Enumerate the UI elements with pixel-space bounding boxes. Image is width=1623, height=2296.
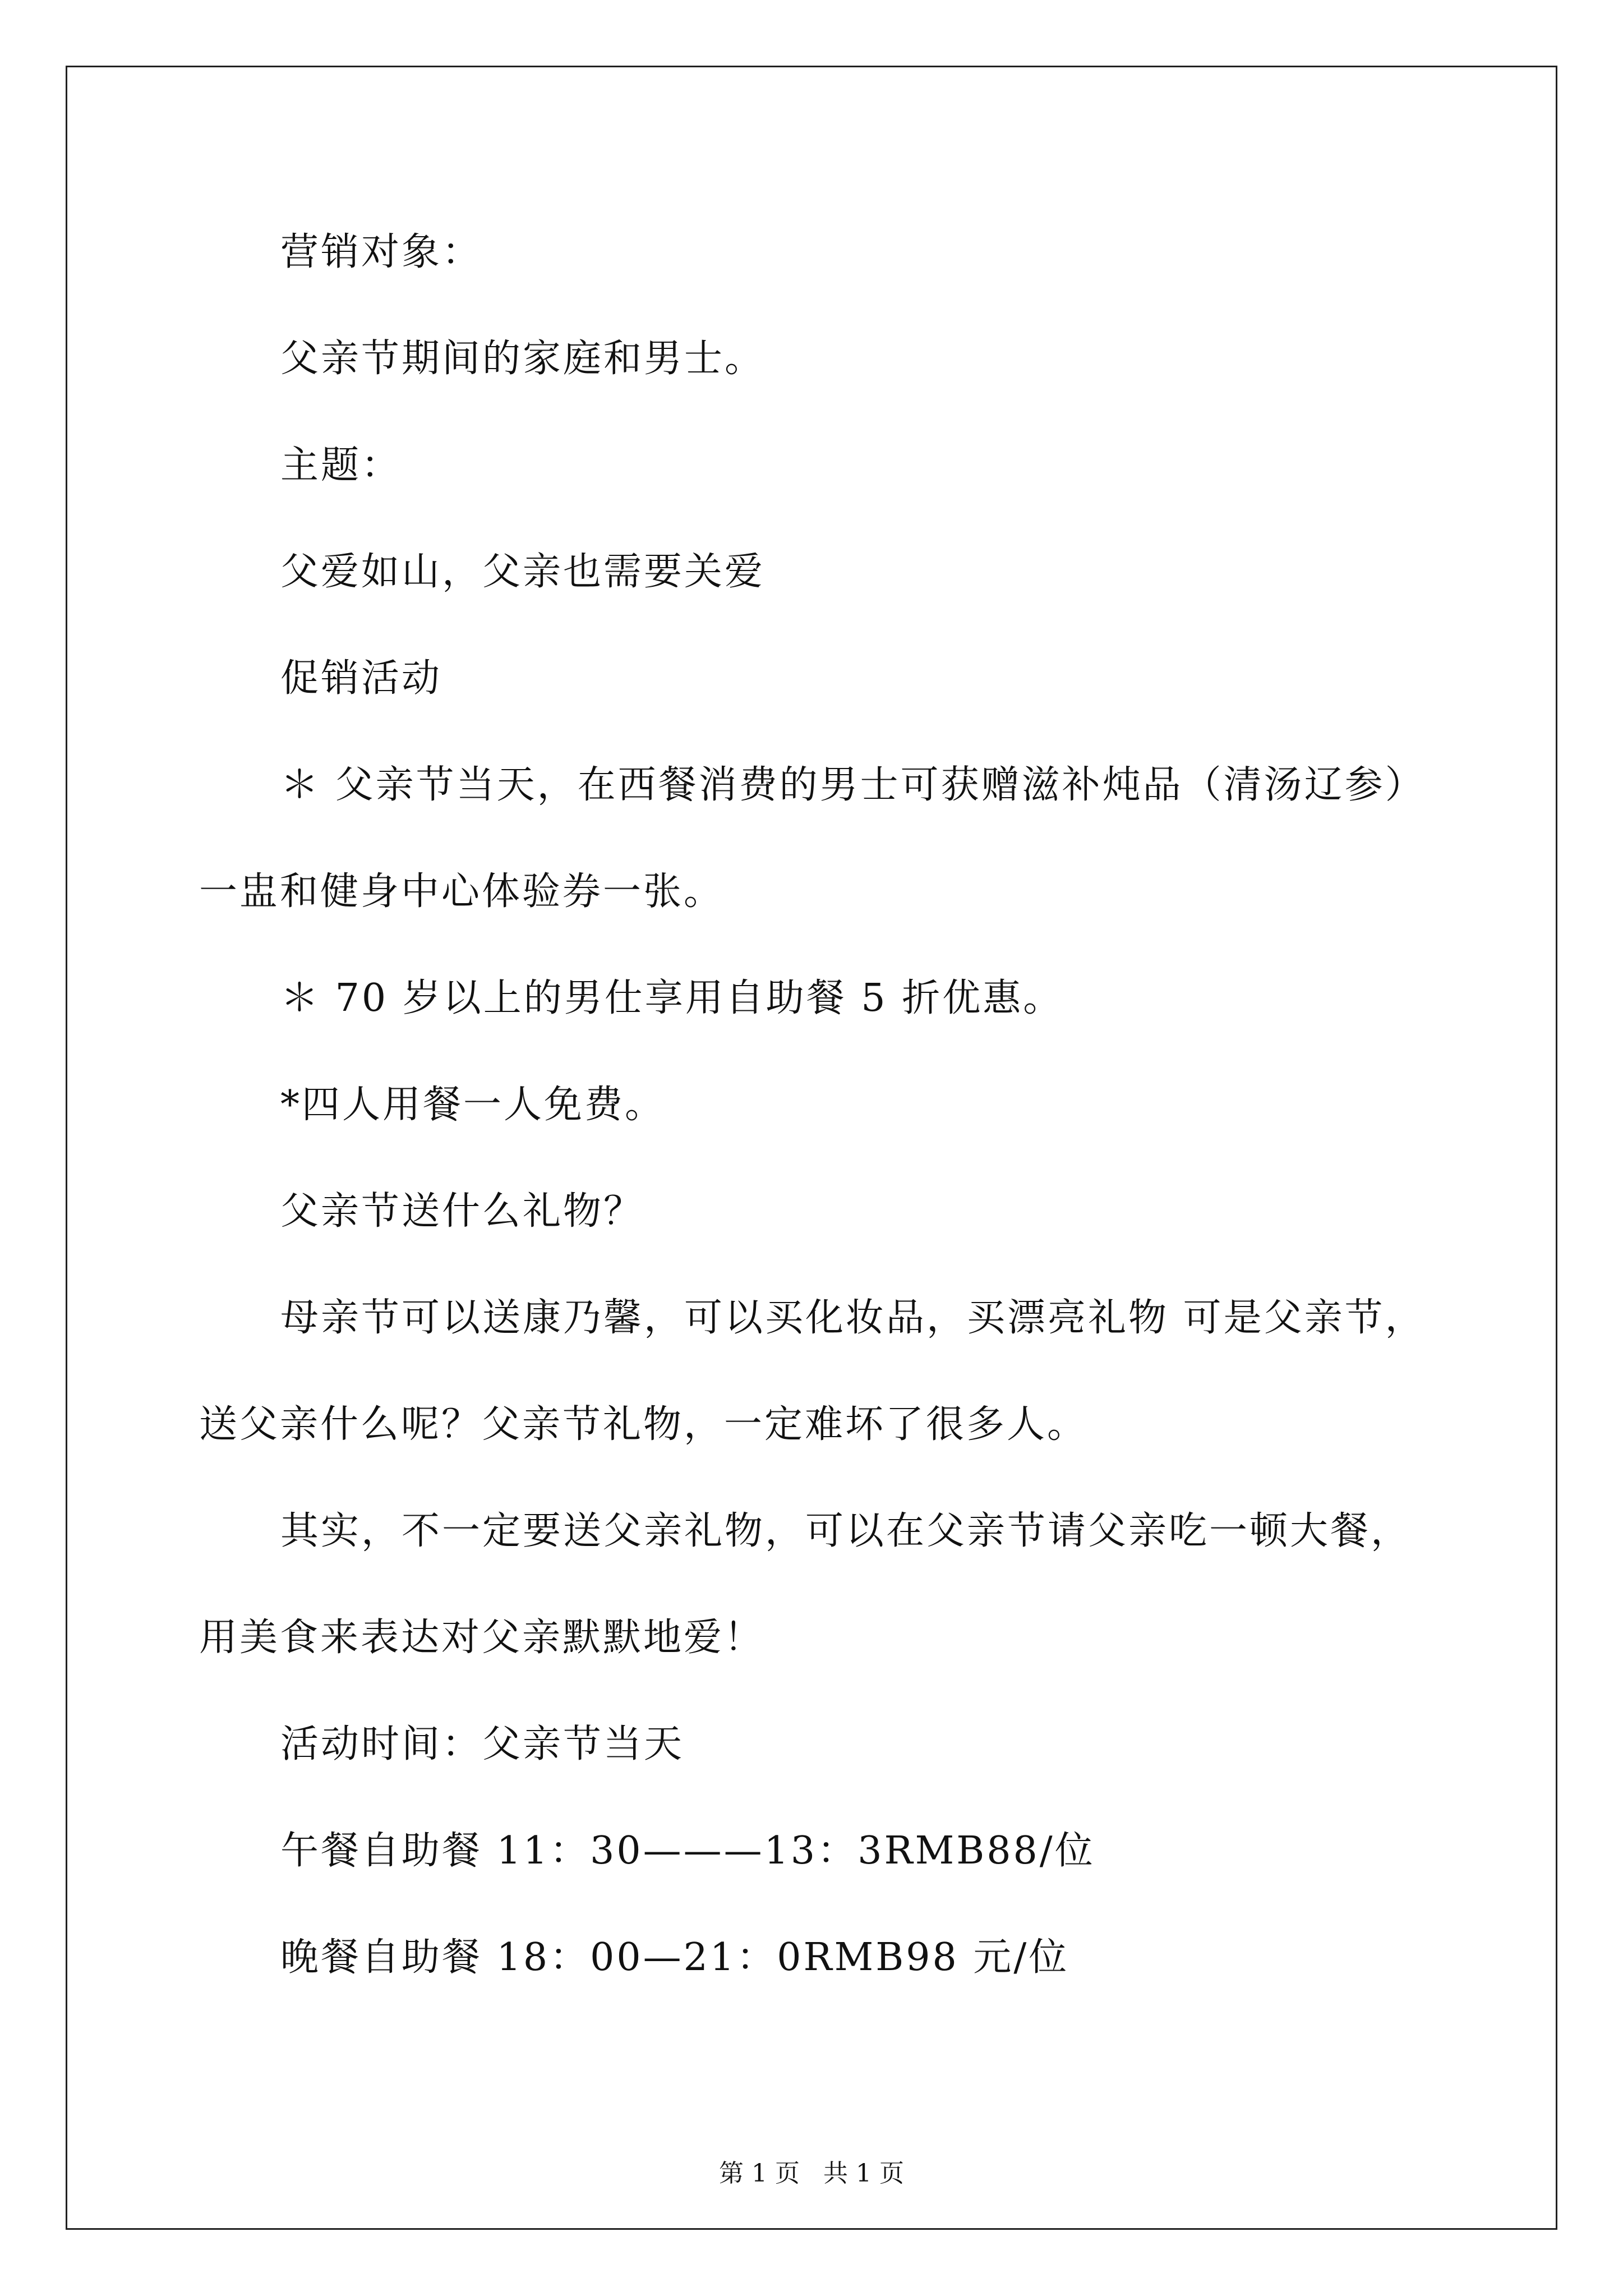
text-line: 父亲节送什么礼物？ [280,1189,644,1234]
text-line: 其实，不一定要送父亲礼物，可以在父亲节请父亲吃一顿大餐， [280,1509,1412,1553]
text-line: *四人用餐一人免费。 [280,1083,666,1127]
text-line: 送父亲什么呢？父亲节礼物，一定难坏了很多人。 [199,1402,1088,1447]
text-line: ＊ 70 岁以上的男仕享用自助餐 5 折优惠。 [280,976,1064,1020]
text-line: 营销对象： [280,230,483,274]
page-border [66,66,1557,2230]
text-line: ＊ 父亲节当天，在西餐消费的男士可获赠滋补炖品（清汤辽参） [280,763,1426,807]
text-line: 活动时间：父亲节当天 [280,1722,685,1766]
text-line: 父亲节期间的家庭和男士。 [280,337,766,381]
text-line: 晚餐自助餐 18：00—21：0RMB98 元/位 [280,1935,1069,1980]
text-line: 一盅和健身中心体验券一张。 [199,869,725,914]
text-line: 午餐自助餐 11：30———13：3RMB88/位 [280,1829,1095,1873]
text-line: 主题： [280,443,402,487]
text-line: 父爱如山，父亲也需要关爱 [280,550,766,594]
text-line: 促销活动 [280,656,442,701]
page-footer: 第 1 页 共 1 页 [719,2159,904,2188]
text-line: 用美食来表达对父亲默默地爱！ [199,1616,765,1660]
text-line: 母亲节可以送康乃馨，可以买化妆品，买漂亮礼物 可是父亲节， [280,1296,1426,1340]
